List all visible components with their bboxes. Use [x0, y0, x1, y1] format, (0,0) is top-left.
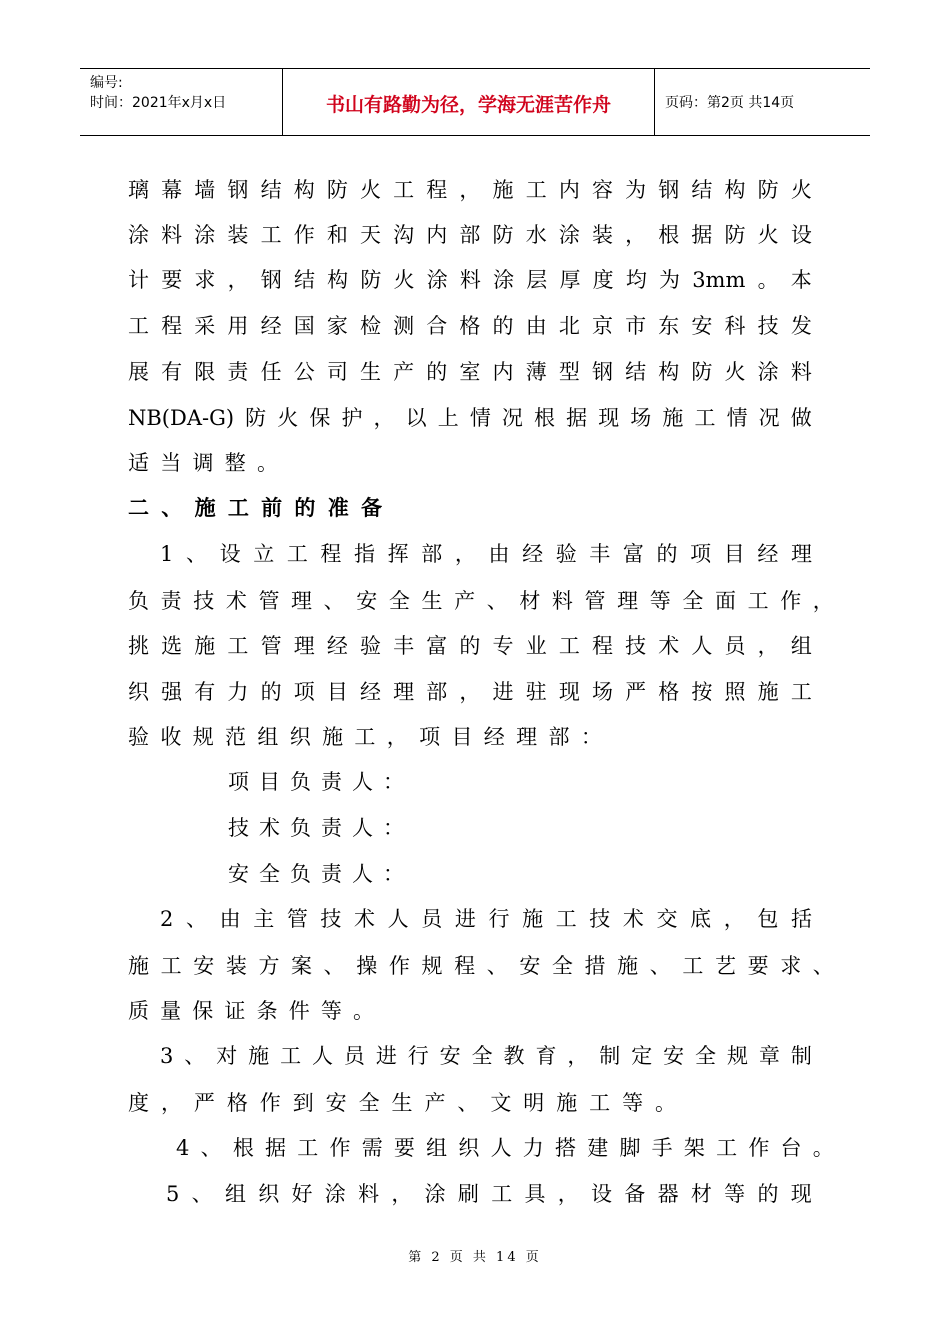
body-line: 2 、 由 主 管 技 术 人 员 进 行 施 工 技 术 交 底 ， 包 括 — [160, 907, 812, 931]
body-line: 负 责 技 术 管 理 、 安 全 生 产 、 材 料 管 理 等 全 面 工 作 ， — [128, 589, 834, 613]
body-line: 织 强 有 力 的 项 目 经 理 部 ， 进 驻 现 场 严 格 按 照 施 工 — [128, 680, 812, 704]
document-number-label: 编号: — [90, 75, 123, 91]
header-page-number: 页码：第2页 共14页 — [665, 95, 795, 111]
body-line: 涂 料 涂 装 工 作 和 天 沟 内 部 防 水 涂 装 ， 根 据 防 火 设 — [128, 223, 812, 247]
body-line: 3 、 对 施 工 人 员 进 行 安 全 教 育 ， 制 定 安 全 规 章 制 — [160, 1044, 812, 1068]
body-line: 质 量 保 证 条 件 等 。 — [128, 999, 374, 1023]
body-line: NB(DA-G) 防 火 保 护 ， 以 上 情 况 根 据 现 场 施 工 情 况 做 — [128, 406, 812, 430]
document-date-label: 时间：2021年x月x日 — [90, 95, 227, 111]
body-line: 5 、 组 织 好 涂 料 ， 涂 刷 工 具 ， 设 备 器 材 等 的 现 — [166, 1182, 812, 1206]
body-line: 挑 选 施 工 管 理 经 验 丰 富 的 专 业 工 程 技 术 人 员 ， 组 — [128, 634, 812, 658]
body-line: 计 要 求 ， 钢 结 构 防 火 涂 料 涂 层 厚 度 均 为 3mm 。 本 — [128, 268, 812, 292]
body-line: 璃 幕 墙 钢 结 构 防 火 工 程 ， 施 工 内 容 为 钢 结 构 防 火 — [128, 178, 812, 202]
body-line: 1 、 设 立 工 程 指 挥 部 ， 由 经 验 丰 富 的 项 目 经 理 — [160, 542, 812, 566]
body-line: 安 全 负 责 人 ： — [228, 862, 404, 886]
body-line: 工 程 采 用 经 国 家 检 测 合 格 的 由 北 京 市 东 安 科 技 发 — [128, 314, 812, 338]
body-line: 适 当 调 整 。 — [128, 451, 278, 475]
body-line: 项 目 负 责 人 ： — [228, 770, 404, 794]
body-line: 度 ， 严 格 作 到 安 全 生 产 、 文 明 施 工 等 。 — [128, 1091, 676, 1115]
body-line: 验 收 规 范 组 织 施 工 ， 项 目 经 理 部 ： — [128, 725, 602, 749]
page-footer: 第 2 页 共 14 页 — [408, 1250, 542, 1265]
header-table — [80, 68, 870, 136]
body-line: 技 术 负 责 人 ： — [228, 816, 404, 840]
body-line: 展 有 限 责 任 公 司 生 产 的 室 内 薄 型 钢 结 构 防 火 涂 料 — [128, 360, 812, 384]
body-line: 4 、 根 据 工 作 需 要 组 织 人 力 搭 建 脚 手 架 工 作 台 。 — [176, 1136, 834, 1160]
body-line: 施 工 安 装 方 案 、 操 作 规 程 、 安 全 措 施 、 工 艺 要 求 、 — [128, 954, 834, 978]
header-meta — [80, 69, 282, 135]
section-heading: 二 、 施 工 前 的 准 备 — [128, 495, 382, 520]
header-motto: 书山有路勤为径，学海无涯苦作舟 — [282, 69, 655, 135]
